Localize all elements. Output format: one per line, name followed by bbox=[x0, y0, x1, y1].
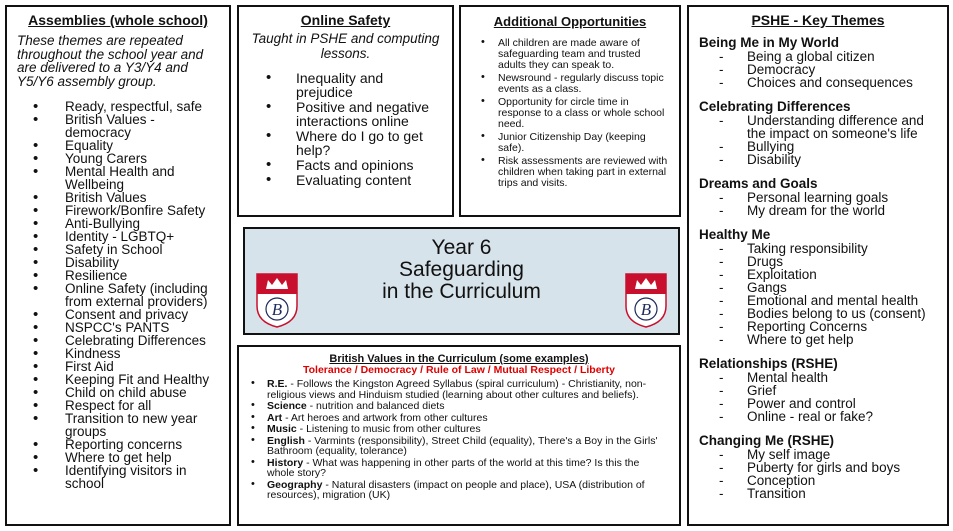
banner-line-1: Year 6 bbox=[431, 236, 492, 259]
british-values-title: British Values in the Curriculum (some examples) bbox=[329, 353, 589, 365]
online-safety-item: • Inequality and prejudice bbox=[251, 71, 440, 99]
pshe-theme-list bbox=[699, 448, 937, 500]
british-values-item bbox=[249, 401, 669, 412]
assembly-item: • Young Carers bbox=[17, 152, 219, 165]
pshe-theme-list bbox=[699, 191, 937, 217]
pshe-theme bbox=[699, 176, 937, 217]
assembly-item: • Anti-Bullying bbox=[17, 217, 219, 230]
subject-label: History bbox=[267, 456, 304, 469]
additional-opportunities-title: Additional Opportunities bbox=[493, 14, 647, 29]
additional-opportunity-item: • Opportunity for circle time in response to a class or whole school need. bbox=[471, 97, 669, 130]
pshe-theme-item: - Online - real or fake? bbox=[699, 410, 937, 423]
pshe-theme-item: - Exploitation bbox=[699, 268, 937, 281]
subject-label: Music bbox=[267, 423, 297, 435]
subject-description: - Varmints (responsibility), Street Child (equality), There's a Boy in the Girls' Bathroom (equality, tolerance) bbox=[267, 434, 658, 457]
additional-opportunity-item: • Newsround - regularly discuss topic events as a class. bbox=[471, 73, 669, 95]
assembly-item: • Celebrating Differences bbox=[17, 334, 219, 347]
assembly-item: • NSPCC's PANTS bbox=[17, 321, 219, 334]
pshe-theme-list bbox=[699, 50, 937, 89]
british-values-item bbox=[249, 424, 669, 435]
online-safety-intro: Taught in PSHE and computing lessons. bbox=[251, 31, 440, 61]
assembly-item: • Disability bbox=[17, 256, 219, 269]
subject-label: Art bbox=[267, 411, 283, 424]
assembly-item: • Ready, respectful, safe bbox=[17, 100, 219, 113]
british-values-panel bbox=[237, 345, 681, 526]
subject-label: R.E. bbox=[267, 378, 288, 390]
additional-opportunity-item: • Risk assessments are reviewed with children when taking part in external trips and visits. bbox=[471, 156, 669, 189]
assembly-item: • Child on child abuse bbox=[17, 386, 219, 399]
assembly-item: • Keeping Fit and Healthy bbox=[17, 373, 219, 386]
pshe-theme-item: - Grief bbox=[699, 384, 937, 397]
pshe-theme bbox=[699, 356, 937, 423]
pshe-theme bbox=[699, 35, 937, 89]
assembly-item: • Reporting concerns bbox=[17, 438, 219, 451]
assemblies-panel bbox=[5, 5, 231, 526]
additional-opportunities-list bbox=[471, 38, 669, 189]
pshe-theme-item: - Democracy bbox=[699, 63, 937, 76]
pshe-theme-item: - Mental health bbox=[699, 371, 937, 384]
pshe-title: PSHE - Key Themes bbox=[751, 12, 885, 28]
logo-letter: B bbox=[271, 300, 283, 319]
online-safety-list bbox=[251, 71, 440, 187]
pshe-theme-item: - Choices and consequences bbox=[699, 76, 937, 89]
subject-description: - nutrition and balanced diets bbox=[306, 400, 445, 412]
assembly-item: • Identity - LGBTQ+ bbox=[17, 230, 219, 243]
british-values-item bbox=[249, 480, 669, 501]
pshe-theme-heading: Celebrating Differences bbox=[699, 99, 851, 114]
pshe-theme-item: - Where to get help bbox=[699, 333, 937, 346]
pshe-theme-item: - Gangs bbox=[699, 281, 937, 294]
assembly-item: • Resilience bbox=[17, 269, 219, 282]
school-crest-logo bbox=[624, 272, 668, 328]
banner-heading bbox=[335, 237, 588, 303]
subject-description: - Listening to music from other cultures bbox=[296, 423, 481, 435]
british-values-item bbox=[249, 436, 669, 457]
additional-opportunity-item: • Junior Citizenship Day (keeping safe). bbox=[471, 132, 669, 154]
assembly-item: • Equality bbox=[17, 139, 219, 152]
online-safety-item: • Where do I go to get help? bbox=[251, 129, 440, 157]
subject-label: Geography bbox=[267, 478, 323, 491]
assembly-item: • First Aid bbox=[17, 360, 219, 373]
assembly-item: • Transition to new year groups bbox=[17, 412, 219, 438]
subject-description: - What was happening in other parts of the world at this time? Is this the whole story? bbox=[267, 456, 640, 479]
pshe-theme-item: - Bodies belong to us (consent) bbox=[699, 307, 937, 320]
pshe-theme-item: - Personal learning goals bbox=[699, 191, 937, 204]
pshe-theme-item: - Being a global citizen bbox=[699, 50, 937, 63]
british-values-list bbox=[249, 379, 669, 501]
banner-line-2: Safeguarding bbox=[399, 258, 524, 281]
pshe-theme-item: - Puberty for girls and boys bbox=[699, 461, 937, 474]
assembly-item: • Mental Health and Wellbeing bbox=[17, 165, 219, 191]
assembly-item: • Firework/Bonfire Safety bbox=[17, 204, 219, 217]
british-values-item bbox=[249, 379, 669, 400]
online-safety-panel bbox=[237, 5, 454, 217]
assembly-item: • British Values bbox=[17, 191, 219, 204]
pshe-theme-item: - Drugs bbox=[699, 255, 937, 268]
pshe-theme-heading: Relationships (RSHE) bbox=[699, 356, 838, 371]
online-safety-item: • Facts and opinions bbox=[251, 158, 440, 172]
british-values-item bbox=[249, 413, 669, 424]
subject-label: English bbox=[267, 434, 305, 447]
pshe-theme-list bbox=[699, 114, 937, 166]
pshe-theme-heading: Being Me in My World bbox=[699, 35, 840, 50]
pshe-theme-item: - My dream for the world bbox=[699, 204, 937, 217]
pshe-theme-item: - Emotional and mental health bbox=[699, 294, 937, 307]
pshe-theme-item: - My self image bbox=[699, 448, 937, 461]
subject-description: - Follows the Kingston Agreed Syllabus (spiral curriculum) - Christianity, non-religious views and Hinduism studied (learning about other cultures and beliefs). bbox=[267, 378, 647, 401]
british-values-line: Tolerance / Democracy / Rule of Law / Mutual Respect / Liberty bbox=[303, 364, 615, 376]
pshe-theme-list bbox=[699, 371, 937, 423]
pshe-panel bbox=[687, 5, 949, 526]
british-values-item bbox=[249, 458, 669, 479]
pshe-theme-item: - Reporting Concerns bbox=[699, 320, 937, 333]
banner-line-3: in the Curriculum bbox=[382, 280, 541, 303]
pshe-theme-item: - Conception bbox=[699, 474, 937, 487]
pshe-theme-item: - Power and control bbox=[699, 397, 937, 410]
pshe-theme-heading: Dreams and Goals bbox=[699, 176, 818, 191]
school-crest-logo bbox=[255, 272, 299, 328]
pshe-themes bbox=[699, 35, 937, 500]
logo-letter: B bbox=[640, 300, 652, 319]
pshe-theme-heading: Changing Me (RSHE) bbox=[699, 433, 834, 448]
subject-description: - Natural disasters (impact on people and place), USA (distribution of resources), migration (UK) bbox=[267, 478, 645, 501]
pshe-theme-item: - Taking responsibility bbox=[699, 242, 937, 255]
pshe-theme bbox=[699, 433, 937, 500]
subject-description: - Art heroes and artwork from other cultures bbox=[282, 411, 488, 424]
assembly-item: • Online Safety (including from external providers) bbox=[17, 282, 219, 308]
assemblies-list bbox=[17, 100, 219, 490]
pshe-theme-list bbox=[699, 242, 937, 346]
pshe-theme-heading: Healthy Me bbox=[699, 227, 771, 242]
year6-banner bbox=[243, 227, 680, 335]
online-safety-item: • Evaluating content bbox=[251, 173, 440, 187]
pshe-theme bbox=[699, 227, 937, 346]
additional-opportunity-item: • All children are made aware of safeguarding team and trusted adults they can speak to. bbox=[471, 38, 669, 71]
online-safety-item: • Positive and negative interactions online bbox=[251, 100, 440, 128]
assembly-item: • Identifying visitors in school bbox=[17, 464, 219, 490]
pshe-theme bbox=[699, 99, 937, 166]
assemblies-intro: These themes are repeated throughout the school year and are delivered to a Y3/Y4 and Y5/Y6 assembly group. bbox=[17, 33, 204, 89]
pshe-theme-item: - Disability bbox=[699, 153, 937, 166]
pshe-theme-item: - Bullying bbox=[699, 140, 937, 153]
assembly-item: • British Values - democracy bbox=[17, 113, 219, 139]
assembly-item: • Where to get help bbox=[17, 451, 219, 464]
pshe-theme-item: - Transition bbox=[699, 487, 937, 500]
assembly-item: • Kindness bbox=[17, 347, 219, 360]
additional-opportunities-panel bbox=[459, 5, 681, 217]
pshe-theme-item: - Understanding difference and the impact on someone's life bbox=[699, 114, 937, 140]
online-safety-title: Online Safety bbox=[300, 12, 391, 28]
subject-label: Science bbox=[267, 400, 307, 412]
assembly-item: • Consent and privacy bbox=[17, 308, 219, 321]
assembly-item: • Safety in School bbox=[17, 243, 219, 256]
assembly-item: • Respect for all bbox=[17, 399, 219, 412]
assemblies-title: Assemblies (whole school) bbox=[28, 12, 208, 28]
